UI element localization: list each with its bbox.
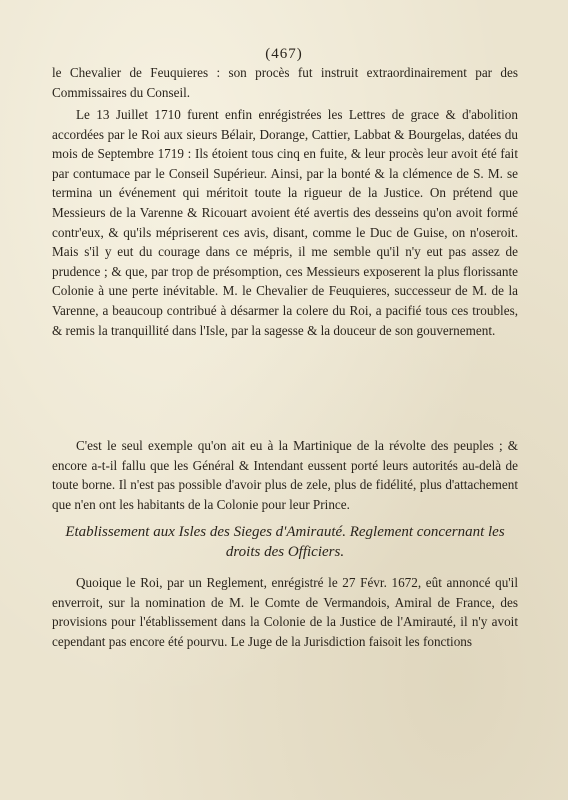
paragraph-revolte: [52, 436, 518, 514]
paragraph-continuation: [52, 63, 518, 102]
paragraph-lettres-de-grace: [52, 105, 518, 340]
paragraph-amiraute: [52, 573, 518, 651]
paragraph-text: le Chevalier de Feuquieres : son procès fut instruit extraordinairement par des Commissaires du Conseil.: [52, 65, 518, 100]
paragraph-text: C'est le seul exemple qu'on ait eu à la Martinique de la révolte des peuples ; & encore a-t-il fallu que les Général & Intendant eussent porté leurs autorités au-delà de toute borne. Il n'est pas possible d'avoir plus de zele, plus de fidélité, plus d'attachement que n'en ont les habitants de la Colonie pour leur Prince.: [52, 438, 518, 512]
section-heading: Etablissement aux Isles des Sieges d'Amirauté. Reglement concernant les droits des Officiers.: [65, 524, 505, 560]
paragraph-text: Le 13 Juillet 1710 furent enfin enrégistrées les Lettres de grace & d'abolition accordées par le Roi aux sieurs Bélair, Dorange, Cattier, Labbat & Bourgelas, datées du mois de Septembre 1719 : Ils étoient tous cinq en fuite, & leur procès leur avoit été fait par contumace par le Conseil Supérieur. Ainsi, par la bonté & la clémence de S. M. se termina un événement qui méritoit toute la rigueur de la Justice. On prétend que Messieurs de la Varenne & Ricouart avoient été avertis des desseins qu'on avoit formé contr'eux, & qu'ils mépriserent ces avis, disant, comme le Duc de Guise, on n'oseroit. Mais s'il y eut du courage dans ce mépris, il me semble qu'il n'y eut pas assez de prudence ; & que, par trop de présomption, ces Messieurs exposerent la plus florissante Colonie à une perte inévitable. M. le Chevalier de Feuquieres, successeur de M. de la Varenne, a beaucoup contribué à désarmer la colere du Roi, a pacifié tous ces troubles, & remis la tranquillité dans l'Isle, par la sagesse & la douceur de son gouvernement.: [52, 107, 518, 338]
page-number: (467): [265, 46, 303, 62]
paragraph-text: Quoique le Roi, par un Reglement, enrégistré le 27 Févr. 1672, eût annoncé qu'il enverroit, sur la nomination de M. le Comte de Vermandois, Amiral de France, des provisions pour l'établissement dans la Colonie de la Justice de l'Amirauté, il n'y avoit cependant pas encore été pourvu. Le Juge de la Jurisdiction faisoit les fonctions: [52, 575, 518, 649]
